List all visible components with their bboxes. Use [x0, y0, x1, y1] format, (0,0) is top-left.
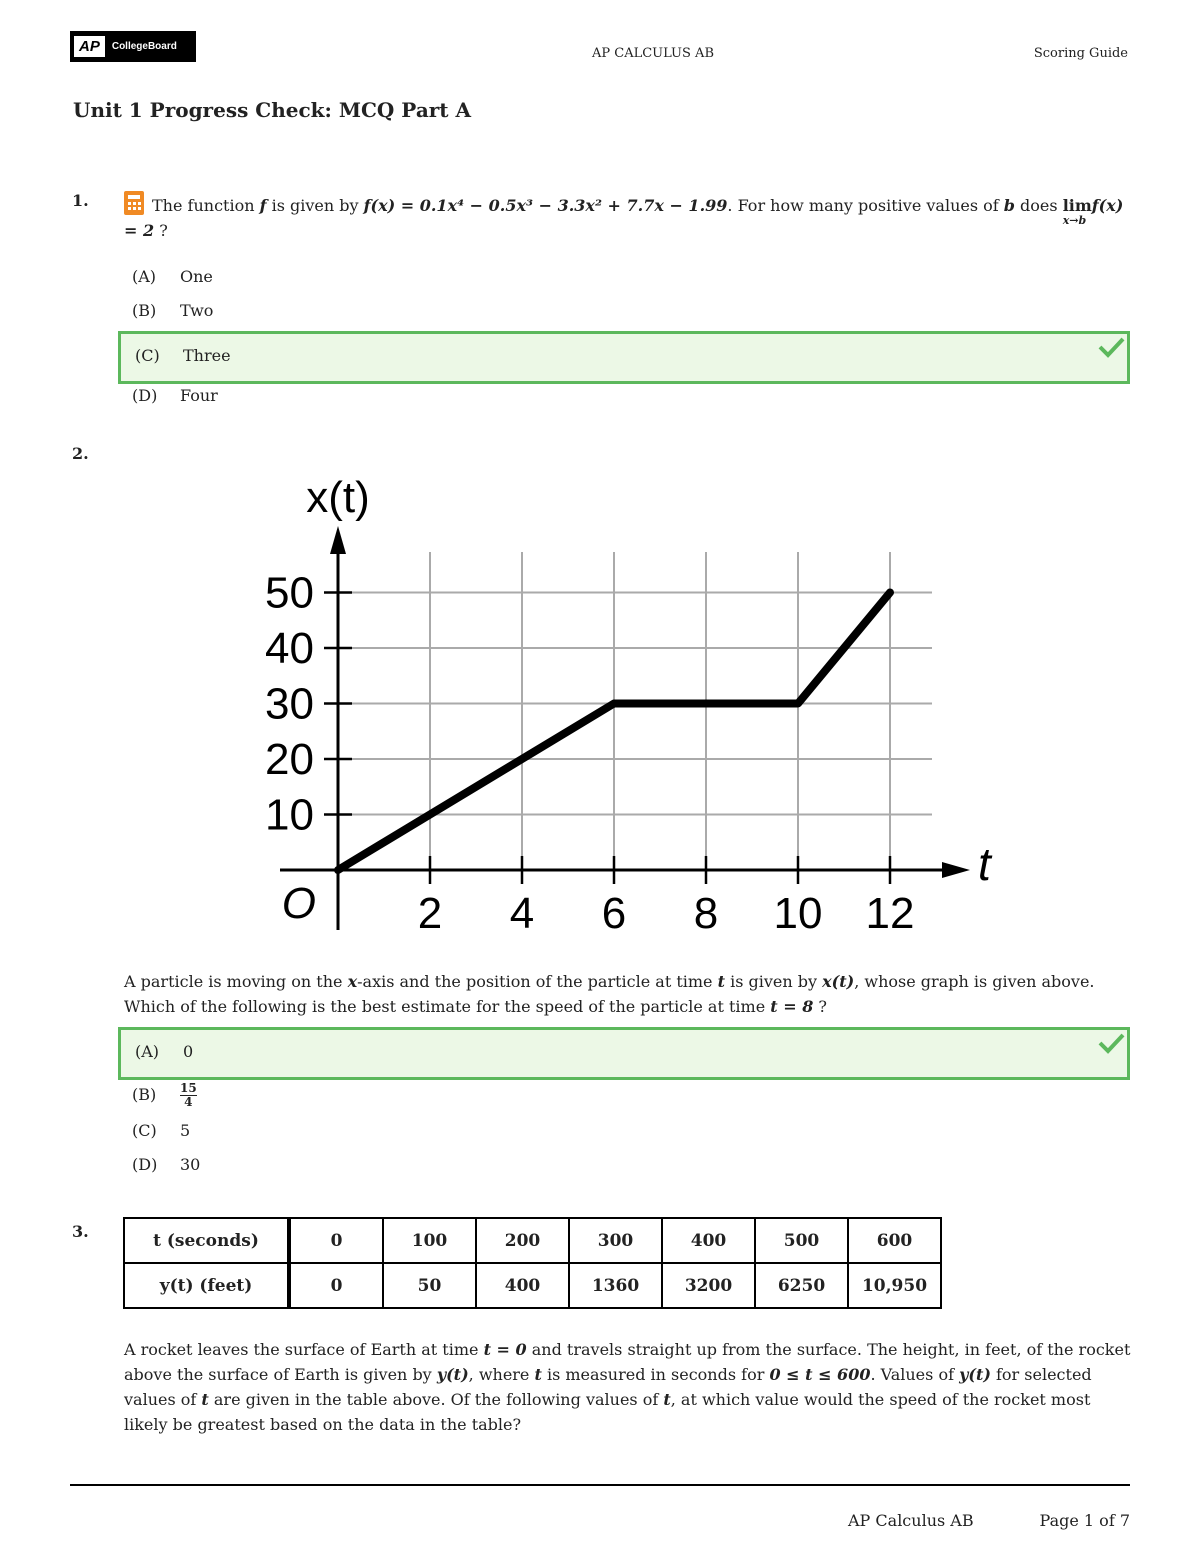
q1-limit	[1062, 193, 1092, 227]
table-row-t	[124, 1218, 941, 1263]
q1-choice-d[interactable]	[132, 381, 218, 411]
q2-choice-a-correct[interactable]	[118, 1027, 1130, 1080]
y-tick-label: 10	[265, 790, 314, 840]
position-time-graph	[240, 468, 1010, 938]
q2-text-b: -axis and the position of the particle at time	[357, 972, 718, 991]
x-axis-label: t	[978, 838, 991, 890]
choice-letter: (C)	[132, 1121, 157, 1140]
y-axis-arrow-icon	[330, 526, 346, 554]
choice-letter: (D)	[132, 386, 158, 405]
x-tick-label: 12	[865, 889, 915, 938]
q3-var-t3: t	[663, 1390, 671, 1409]
q1-var-f: f	[259, 196, 267, 215]
q2-xt: x(t)	[822, 972, 855, 991]
table-cell: 6250	[755, 1263, 848, 1308]
chart-axes	[280, 526, 970, 930]
q2-t8: t = 8	[770, 997, 814, 1016]
table-header-t: t (seconds)	[124, 1218, 289, 1263]
fraction-denominator: 4	[184, 1095, 193, 1109]
q1-text-4: does	[1014, 196, 1063, 215]
ap-logo-mark: AP	[74, 36, 105, 57]
q3-range: 0 ≤ t ≤ 600	[769, 1365, 871, 1384]
choice-letter: (B)	[132, 1085, 157, 1104]
college-board-logo-text: CollegeBoard	[111, 41, 177, 52]
q3-var-t2: t	[201, 1390, 209, 1409]
q1-lim-sub: x→b	[1062, 214, 1087, 227]
q2-text-a: A particle is moving on the	[124, 972, 348, 991]
q2-choice-b[interactable]	[132, 1080, 197, 1110]
q3-text-f: for selected values of	[124, 1365, 1092, 1409]
table-cell: 400	[476, 1263, 569, 1308]
q1-lim-expr: f(x) = 2	[124, 196, 1124, 240]
rocket-data-table	[123, 1217, 942, 1309]
q3-yt2: y(t)	[959, 1365, 991, 1384]
q1-var-b: b	[1003, 196, 1015, 215]
table-cell: 200	[476, 1218, 569, 1263]
y-tick-label: 40	[265, 624, 314, 673]
table-row-y	[124, 1263, 941, 1308]
question-2-stem	[124, 969, 1124, 1019]
q2-var-t: t	[717, 972, 725, 991]
choice-text: 5	[180, 1121, 191, 1140]
header-scoring-guide: Scoring Guide	[1033, 46, 1128, 61]
table-cell: 0	[289, 1218, 383, 1263]
q3-text-a: A rocket leaves the surface of Earth at time	[124, 1340, 484, 1359]
q3-text-b: and travels straight up from the surface. The height, in feet, of the rocket above the surface of Earth is given by	[124, 1340, 1131, 1384]
q3-text-e: . Values of	[870, 1365, 960, 1384]
q2-text-e: ?	[813, 997, 827, 1016]
question-2-number: 2.	[72, 444, 89, 463]
q1-formula: f(x) = 0.1x⁴ − 0.5x³ − 3.3x² + 7.7x − 1.99	[363, 196, 728, 215]
table-cell: 3200	[662, 1263, 755, 1308]
y-tick-label: 50	[265, 568, 314, 618]
chart-grid	[338, 552, 932, 870]
q2-text-d: , whose graph is given above. Which of the following is the best estimate for the speed of the particle at time	[124, 972, 1095, 1016]
choice-text: One	[180, 267, 213, 286]
q1-text-5: ?	[154, 221, 168, 240]
q2-choice-d[interactable]	[132, 1150, 200, 1180]
table-cell: 600	[848, 1218, 941, 1263]
checkmark-icon	[1097, 336, 1125, 358]
table-cell: 10,950	[848, 1263, 941, 1308]
y-tick-label: 20	[265, 735, 314, 784]
choice-text: 30	[180, 1155, 201, 1174]
fraction	[180, 1082, 197, 1109]
footer-divider	[70, 1484, 1130, 1486]
footer-course: AP Calculus AB	[848, 1511, 974, 1530]
q1-choice-a[interactable]	[132, 262, 213, 292]
table-cell: 50	[383, 1263, 476, 1308]
table-cell: 500	[755, 1218, 848, 1263]
footer-page-number: Page 1 of 7	[1039, 1511, 1130, 1530]
choice-letter: (A)	[132, 267, 157, 286]
q1-text-2: is given by	[266, 196, 364, 215]
x-tick-label: 6	[601, 889, 627, 938]
y-axis-label: x(t)	[306, 473, 370, 522]
q3-var-t: t	[534, 1365, 542, 1384]
q2-choice-c[interactable]	[132, 1116, 190, 1146]
q3-text-c: , where	[468, 1365, 535, 1384]
q2-var-x: x	[347, 972, 358, 991]
page-title: Unit 1 Progress Check: MCQ Part A	[73, 98, 472, 122]
origin-label: O	[281, 879, 316, 928]
q3-text-d: is measured in seconds for	[541, 1365, 770, 1384]
choice-letter: (C)	[135, 346, 160, 365]
x-tick-label: 8	[693, 889, 719, 938]
table-cell: 0	[289, 1263, 383, 1308]
q3-text-g: are given in the table above. Of the following values of	[208, 1390, 664, 1409]
y-tick-label: 30	[265, 679, 314, 729]
choice-letter: (A)	[135, 1042, 160, 1061]
calculator-icon	[124, 191, 144, 215]
question-1-stem	[124, 191, 1124, 243]
q1-lim-word: lim	[1062, 196, 1092, 215]
question-1-number: 1.	[72, 191, 89, 210]
x-tick-label: 2	[417, 889, 443, 938]
x-tick-label: 4	[509, 889, 535, 938]
choice-letter: (D)	[132, 1155, 158, 1174]
choice-text: Two	[180, 301, 214, 320]
table-cell: 300	[569, 1218, 662, 1263]
checkmark-icon	[1097, 1032, 1125, 1054]
choice-letter: (B)	[132, 301, 157, 320]
table-header-y: y(t) (feet)	[124, 1263, 289, 1308]
q2-text-c: is given by	[725, 972, 823, 991]
q1-text-3: . For how many positive values of	[727, 196, 1004, 215]
choice-text: Four	[180, 386, 218, 405]
question-3-number: 3.	[72, 1222, 89, 1241]
q3-t0: t = 0	[483, 1340, 527, 1359]
x-tick-label: 10	[773, 889, 823, 938]
fraction-numerator: 15	[180, 1081, 197, 1095]
x-axis-arrow-icon	[942, 862, 970, 878]
table-cell: 100	[383, 1218, 476, 1263]
table-cell: 1360	[569, 1263, 662, 1308]
q1-choice-c-correct[interactable]	[118, 331, 1130, 384]
question-3-stem	[124, 1337, 1132, 1437]
q3-text-h: , at which value would the speed of the rocket most likely be greatest based on the data in the table?	[124, 1390, 1091, 1434]
q3-yt: y(t)	[436, 1365, 469, 1384]
choice-text: Three	[183, 346, 231, 365]
choice-text: 0	[183, 1042, 194, 1061]
q1-text-1: The function	[152, 196, 260, 215]
header-course-title: AP CALCULUS AB	[592, 46, 714, 61]
table-cell: 400	[662, 1218, 755, 1263]
q1-choice-b[interactable]	[132, 296, 213, 326]
